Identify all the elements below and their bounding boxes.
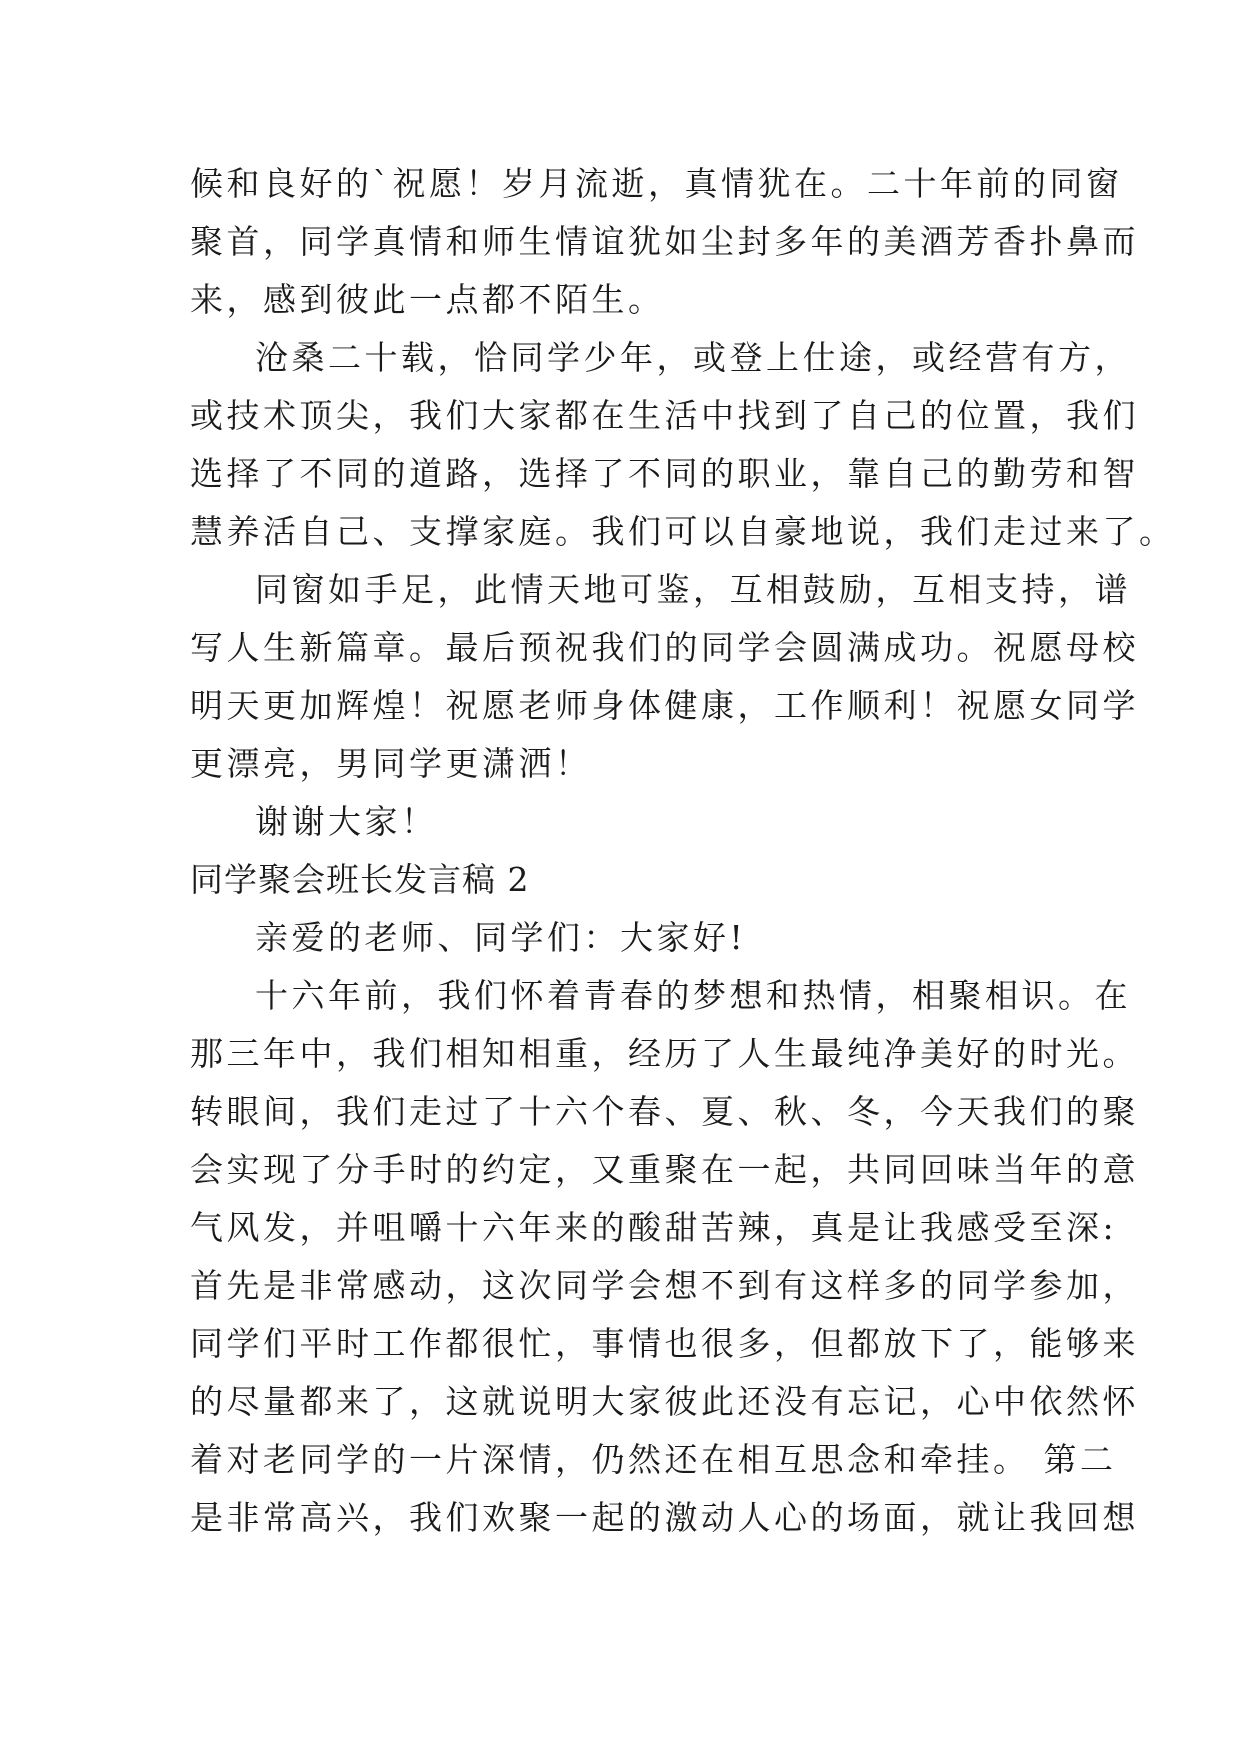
paragraph-first-line: 十六年前，我们怀着青春的梦想和热情，相聚相识。在 <box>255 976 1131 1015</box>
closing-thanks: 谢谢大家！ <box>255 802 438 841</box>
text-line: 同学们平时工作都很忙，事情也很多，但都放下了，能够来 <box>190 1324 1139 1363</box>
text-line: 是非常高兴，我们欢聚一起的激动人心的场面，就让我回想 <box>190 1498 1139 1537</box>
text-line: 会实现了分手时的约定，又重聚在一起，共同回味当年的意 <box>190 1150 1139 1189</box>
text-line: 候和良好的`祝愿！岁月流逝，真情犹在。二十年前的同窗 <box>190 164 1123 203</box>
text-line: 选择了不同的道路，选择了不同的职业，靠自己的勤劳和智 <box>190 454 1139 493</box>
text-line: 慧养活自己、支撑家庭。我们可以自豪地说，我们走过来了。 <box>190 512 1176 551</box>
text-line: 明天更加辉煌！祝愿老师身体健康，工作顺利！祝愿女同学 <box>190 686 1139 725</box>
document-body <box>190 155 1176 1547</box>
paragraph-first-line: 沧桑二十载，恰同学少年，或登上仕途，或经营有方， <box>255 338 1131 377</box>
paragraph-first-line: 同窗如手足，此情天地可鉴，互相鼓励，互相支持，谱 <box>255 570 1131 609</box>
greeting-line: 亲爱的老师、同学们：大家好! <box>255 918 747 957</box>
text-line: 气风发，并咀嚼十六年来的酸甜苦辣，真是让我感受至深: <box>190 1208 1118 1247</box>
text-line: 首先是非常感动，这次同学会想不到有这样多的同学参加， <box>190 1266 1139 1305</box>
text-line: 着对老同学的一片深情，仍然还在相互思念和牵挂。 第二 <box>190 1440 1117 1479</box>
text-line: 转眼间，我们走过了十六个春、夏、秋、冬，今天我们的聚 <box>190 1092 1139 1131</box>
text-line: 写人生新篇章。最后预祝我们的同学会圆满成功。祝愿母校 <box>190 628 1139 667</box>
section-heading: 同学聚会班长发言稿 2 <box>190 860 530 899</box>
text-line: 或技术顶尖，我们大家都在生活中找到了自己的位置，我们 <box>190 396 1139 435</box>
text-line: 的尽量都来了，这就说明大家彼此还没有忘记，心中依然怀 <box>190 1382 1139 1421</box>
text-line: 那三年中，我们相知相重，经历了人生最纯净美好的时光。 <box>190 1034 1139 1073</box>
text-line: 更漂亮，男同学更潇洒！ <box>190 744 592 783</box>
text-line: 聚首，同学真情和师生情谊犹如尘封多年的美酒芳香扑鼻而 <box>190 222 1139 261</box>
text-line: 来，感到彼此一点都不陌生。 <box>190 280 665 319</box>
